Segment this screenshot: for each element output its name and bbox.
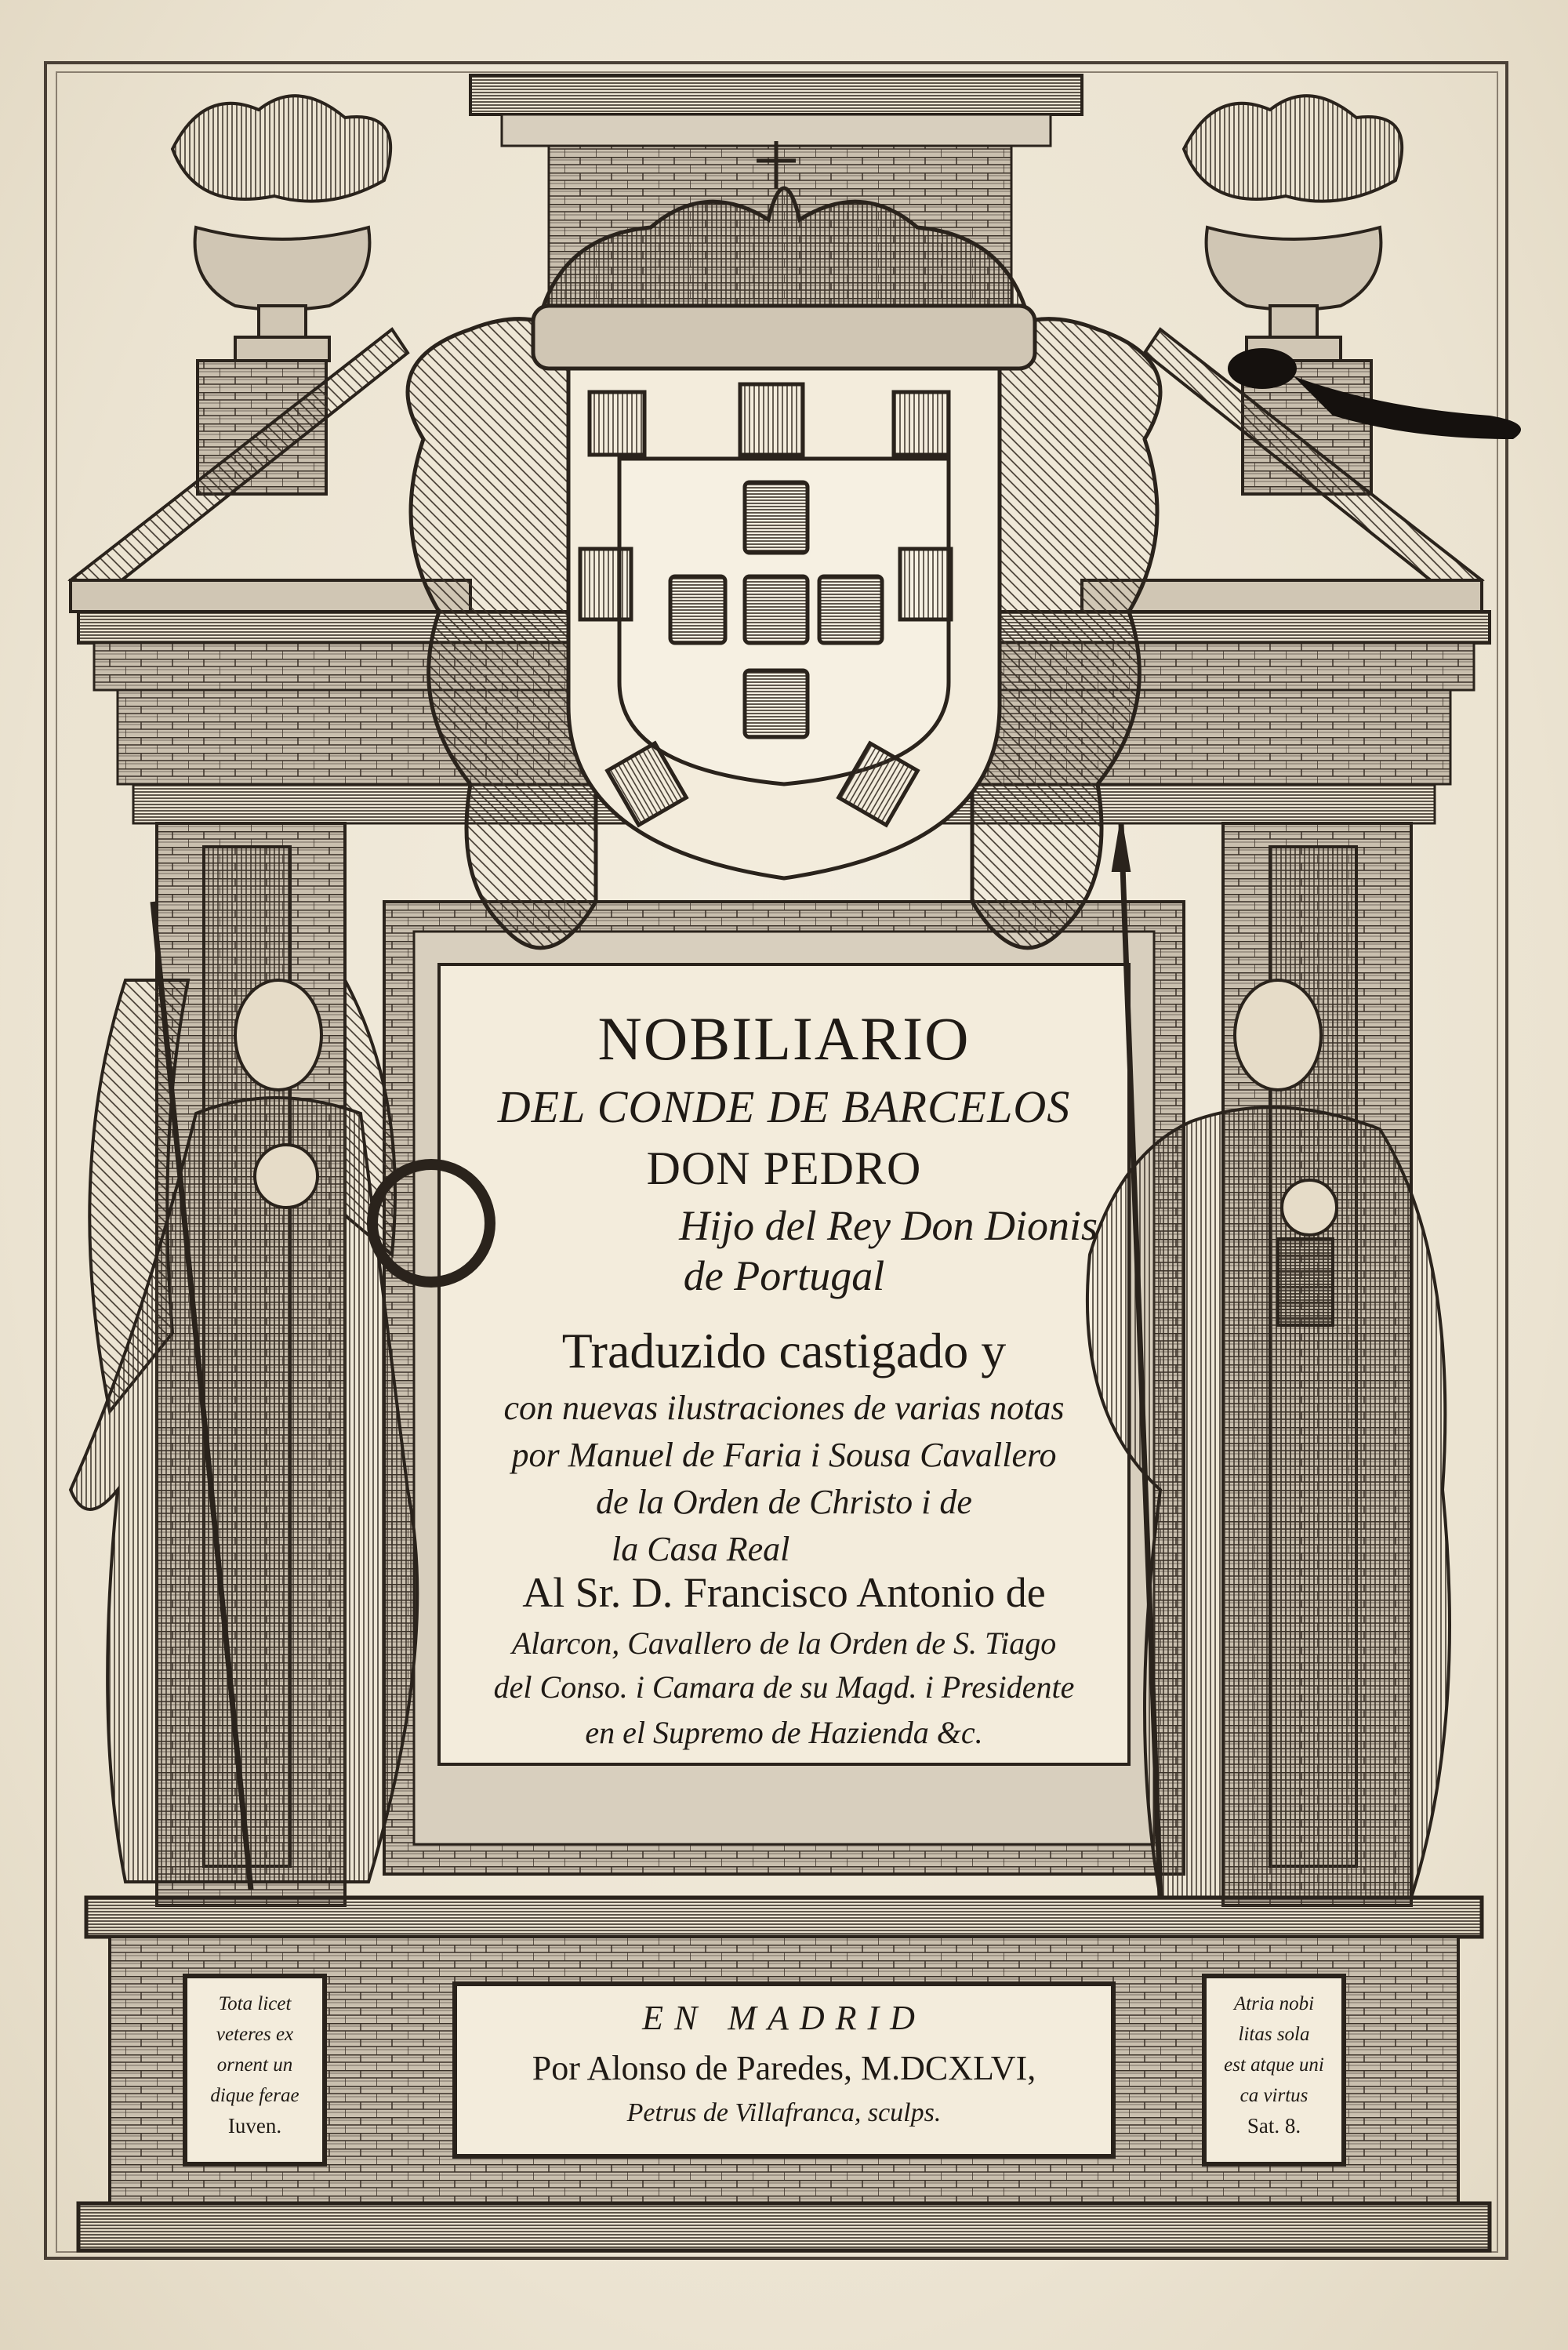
imprint-engraver: Petrus de Villafranca, sculps. (626, 2098, 942, 2127)
book-title: NOBILIARIO (597, 1004, 971, 1073)
inscription-line: litas sola (1238, 2024, 1310, 2045)
left-inscription (194, 1989, 315, 2141)
inscription-line: dique ferae (210, 2085, 299, 2106)
title-line-3: DON PEDRO (646, 1142, 922, 1194)
title-line-5: de Portugal (683, 1252, 885, 1299)
right-inscription (1214, 1989, 1334, 2141)
inscription-line: ornent un (216, 2054, 293, 2076)
top-cornice (470, 75, 1082, 114)
pedestal-cornice (86, 1898, 1482, 1937)
dedication-line-4: en el Supremo de Hazienda &c. (585, 1715, 983, 1750)
imprint-printer-year: Por Alonso de Paredes, M.DCXLVI, (532, 2049, 1036, 2087)
dedication-line: Al Sr. D. Francisco Antonio de (522, 1569, 1046, 1616)
title-line-2: DEL CONDE DE BARCELOS (497, 1081, 1071, 1132)
inscription-line: Sat. 8. (1247, 2114, 1301, 2138)
title-line-8: por Manuel de Faria i Sousa Cavallero (511, 1436, 1057, 1474)
inscription-line: est atque uni (1224, 2054, 1324, 2076)
imprint-place: EN MADRID (642, 1999, 926, 2037)
inscription-line: veteres ex (216, 2024, 294, 2045)
title-line-7: con nuevas ilustraciones de varias notas (503, 1389, 1065, 1427)
title-line-10: la Casa Real (612, 1530, 790, 1568)
inscription-line: Tota licet (218, 1993, 292, 2014)
inscription-line: ca virtus (1240, 2085, 1308, 2106)
title-line-9: de la Orden de Christo i de (596, 1483, 972, 1521)
ink-blot (1228, 348, 1297, 389)
portugal-shield (568, 369, 1000, 878)
inscription-line: Iuven. (227, 2114, 282, 2138)
title-line-6: Traduzido castigado y (561, 1323, 1007, 1378)
dedication-line-3: del Conso. i Camara de su Magd. i Presidente (493, 1669, 1075, 1705)
inscription-line: Atria nobi (1233, 1993, 1315, 2014)
title-line-4: Hijo del Rey Don Dionis (679, 1202, 1098, 1249)
dedication-line-2: Alarcon, Cavallero de la Orden de S. Tiago (511, 1625, 1057, 1661)
